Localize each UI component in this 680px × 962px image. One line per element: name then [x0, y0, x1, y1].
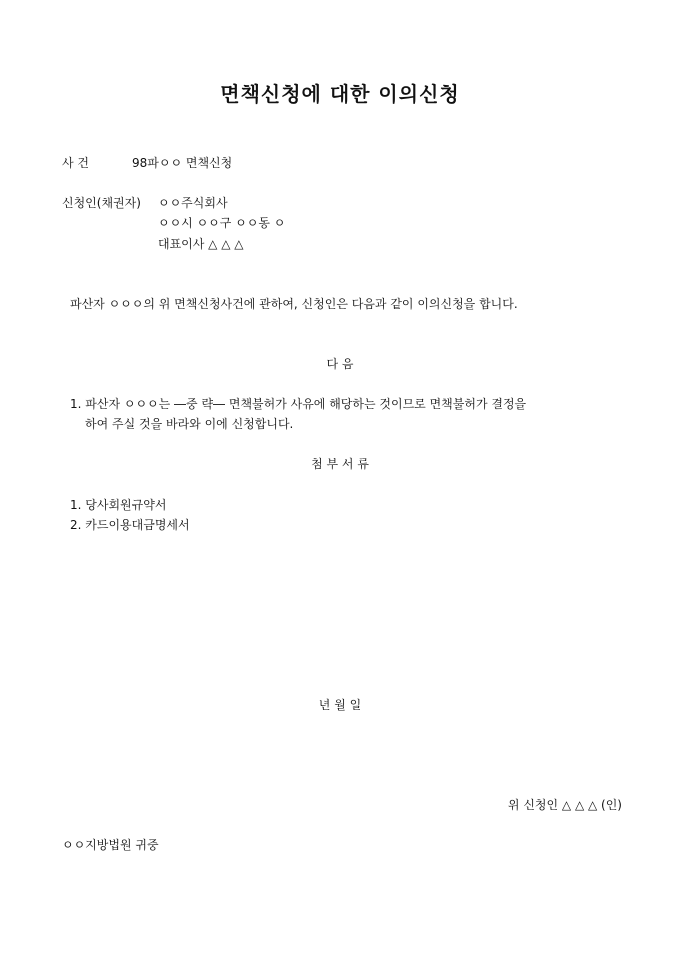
applicant-company: ㅇㅇ주식회사 [158, 196, 228, 210]
applicant-label: 신청인(채권자) [62, 196, 141, 210]
document-title: 면책신청에 대한 이의신청 [220, 82, 460, 106]
applicant-address: ㅇㅇ시 ㅇㅇ구 ㅇㅇ동 ㅇ [158, 216, 286, 230]
intro-paragraph: 파산자 ㅇㅇㅇ의 위 면책신청사건에 관하여, 신청인은 다음과 같이 이의신청을 합니다. [70, 297, 518, 311]
date-line: 년 월 일 [318, 698, 362, 712]
attachment-item-2: 2. 카드이용대금명세서 [70, 518, 190, 532]
next-heading: 다 음 [326, 357, 354, 371]
attachment-item-1: 1. 당사회원규약서 [70, 498, 167, 512]
case-label: 사 건 [62, 156, 89, 170]
applicant-representative: 대표이사 △ △ △ [158, 237, 244, 251]
case-value: 98파ㅇㅇ 면책신청 [132, 156, 233, 170]
item-1-line-1: 1. 파산자 ㅇㅇㅇ는 ―중 략― 면책불허가 사유에 해당하는 것이므로 면책불허가 결정을 [70, 397, 527, 411]
item-1-line-2: 하여 주실 것을 바라와 이에 신청합니다. [85, 417, 294, 431]
attachments-heading: 첨 부 서 류 [311, 457, 369, 471]
court-addressee: ㅇㅇ지방법원 귀중 [62, 838, 159, 852]
signature-line: 위 신청인 △ △ △ (인) [507, 798, 622, 812]
